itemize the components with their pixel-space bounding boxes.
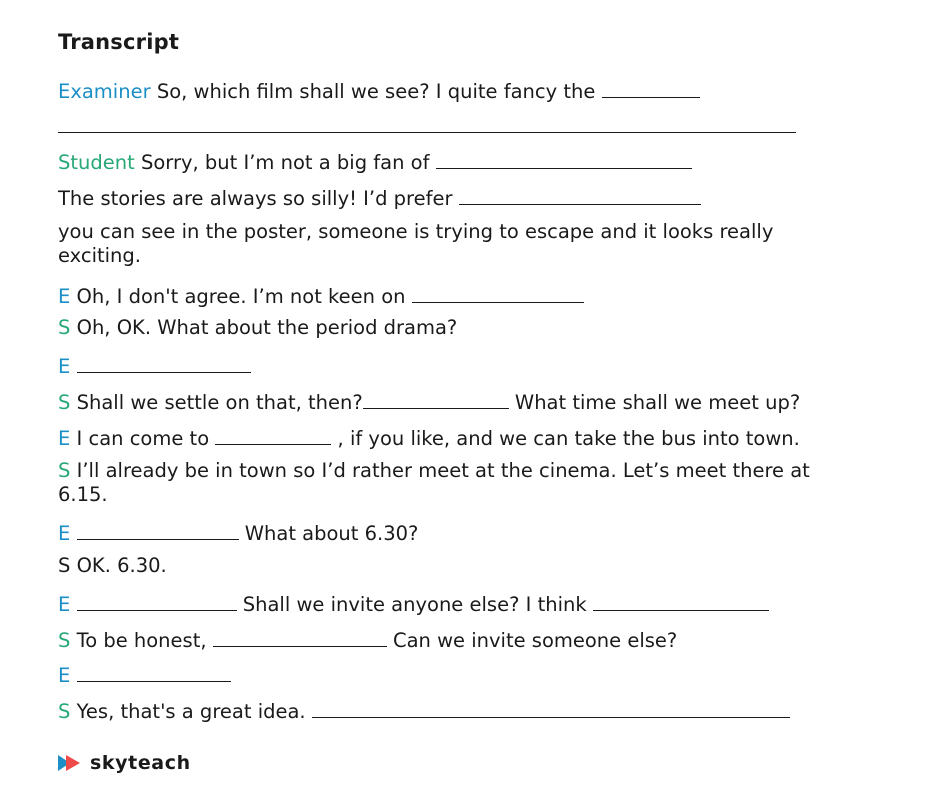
transcript-line-15 [58,661,820,688]
answer-blank[interactable] [77,519,239,540]
answer-blank[interactable] [363,388,509,409]
line-text: So, which film shall we see? I quite fancy the [156,80,596,103]
answer-blank[interactable] [77,590,237,611]
answer-blank-full[interactable] [58,132,796,133]
page-title: Transcript [58,30,180,54]
answer-blank[interactable] [436,148,692,169]
speaker-e: E [58,355,71,378]
line-text: , if you like, and we can take the bus into town. [337,427,800,450]
speaker-e: E [58,427,71,450]
speaker-s: S [58,391,71,414]
answer-blank[interactable] [412,282,584,303]
line-text: Can we invite someone else? [392,629,678,652]
transcript-line-1 [58,77,820,104]
skyteach-logo [58,752,191,774]
speaker-student: Student [58,151,135,174]
transcript-line-3 [58,184,820,211]
transcript-line-12 [58,554,820,578]
transcript-line-10 [58,459,818,507]
transcript-line-13 [58,590,820,617]
transcript-line-14 [58,626,820,653]
speaker-e: E [58,664,71,687]
line-text: Sorry, but I’m not a big fan of [140,151,430,174]
transcript-line-2 [58,148,820,175]
transcript-line-7 [58,352,820,379]
line-text: To be honest, [76,629,207,652]
answer-blank[interactable] [77,352,251,373]
speaker-e: E [58,522,71,545]
line-text: S OK. 6.30. [58,554,167,577]
brand-name: skyteach [90,752,191,774]
line-text: The stories are always so silly! I’d prefer [58,187,453,210]
answer-blank[interactable] [77,661,231,682]
speaker-s: S [58,316,71,339]
line-text: What time shall we meet up? [514,391,801,414]
answer-blank[interactable] [459,184,701,205]
transcript-line-16 [58,697,820,724]
transcript-line-4 [58,220,818,268]
answer-blank[interactable] [593,590,769,611]
transcript-line-6 [58,316,820,340]
speaker-e: E [58,285,71,308]
speaker-s: S [58,700,71,723]
answer-blank[interactable] [213,626,387,647]
line-text: What about 6.30? [244,522,419,545]
line-text: I’ll already be in town so I’d rather meet at the cinema. Let’s meet there at 6.15. [58,459,810,506]
line-text: Shall we invite anyone else? I think [242,593,587,616]
play-arrows-icon [58,754,82,772]
speaker-s: S [58,629,71,652]
answer-blank[interactable] [312,697,790,718]
speaker-s: S [58,459,71,482]
line-text: you can see in the poster, someone is trying to escape and it looks really exciting. [58,220,774,267]
transcript-line-8 [58,388,820,415]
speaker-examiner: Examiner [58,80,151,103]
line-text: Yes, that's a great idea. [76,700,306,723]
speaker-e: E [58,593,71,616]
transcript-line-11 [58,519,820,546]
line-text: Shall we settle on that, then? [76,391,363,414]
transcript-line-5 [58,282,820,309]
answer-blank[interactable] [602,77,700,98]
answer-blank[interactable] [215,424,331,445]
line-text: I can come to [76,427,210,450]
line-text: Oh, I don't agree. I’m not keen on [76,285,406,308]
line-text: Oh, OK. What about the period drama? [76,316,458,339]
transcript-line-9 [58,424,820,451]
